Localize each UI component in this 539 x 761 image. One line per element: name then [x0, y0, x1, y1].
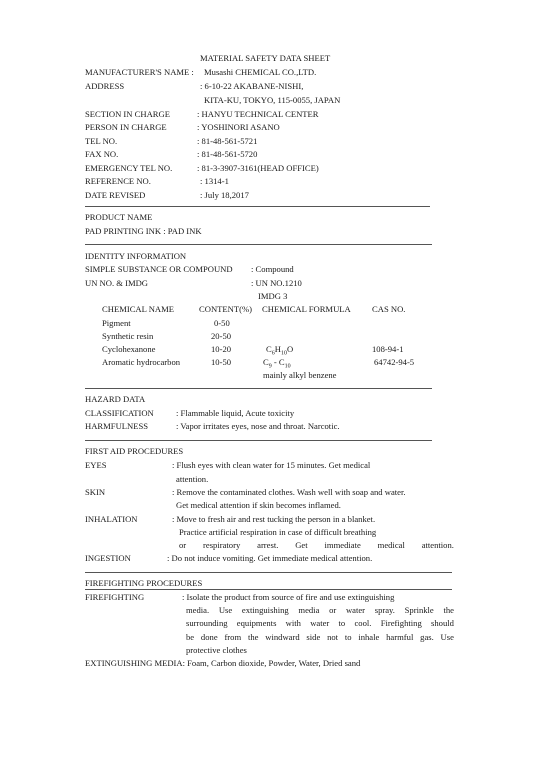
emergency-label: EMERGENCY TEL NO.: [85, 163, 173, 173]
heading-underline: [85, 589, 452, 590]
eyes-label: EYES: [85, 460, 107, 470]
inhalation-line-3: or respiratory arrest. Get immediate medical attention.: [179, 540, 454, 550]
first-aid-heading: FIRST AID PROCEDURES: [85, 446, 184, 456]
reference-value: : 1314-1: [200, 176, 229, 186]
manufacturer-label: MANUFACTURER'S NAME :: [85, 67, 194, 77]
date-value: : July 18,2017: [200, 190, 249, 200]
chemical-name: Synthetic resin: [102, 331, 154, 341]
firefighting-line-4: be done from the windward side not to inhale harmful gas. Use: [186, 632, 454, 642]
person-label: PERSON IN CHARGE: [85, 122, 167, 132]
firefighting-line-5: protective clothes: [186, 645, 247, 655]
ingestion-value: : Do not induce vomiting. Get immediate medical attention.: [167, 553, 373, 563]
section-value: : HANYU TECHNICAL CENTER: [197, 109, 319, 119]
chemical-content: 10-50: [211, 357, 232, 367]
firefighting-label: FIREFIGHTING: [85, 592, 145, 602]
inhalation-line-2: Practice artificial respiration in case of difficult breathing: [179, 527, 377, 537]
inhalation-line-1: : Move to fresh air and rest tucking the person in a blanket.: [172, 514, 376, 524]
reference-label: REFERENCE NO.: [85, 176, 151, 186]
person-value: : YOSHINORI ASANO: [197, 122, 280, 132]
address-line-1: : 6-10-22 AKABANE-NISHI,: [200, 81, 304, 91]
column-header-formula: CHEMICAL FORMULA: [262, 304, 351, 314]
harmfulness-value: : Vapor irritates eyes, nose and throat. Narcotic.: [176, 421, 340, 431]
identity-heading: IDENTITY INFORMATION: [85, 251, 187, 261]
address-label: ADDRESS: [85, 81, 125, 91]
inhalation-label: INHALATION: [85, 514, 138, 524]
date-label: DATE REVISED: [85, 190, 146, 200]
tel-label: TEL NO.: [85, 136, 118, 146]
cas-number: 108-94-1: [372, 344, 404, 354]
firefighting-heading: FIREFIGHTING PROCEDURES: [85, 578, 203, 588]
column-header-cas: CAS NO.: [372, 304, 406, 314]
cas-number: 64742-94-5: [374, 357, 415, 367]
simple-value: : Compound: [251, 264, 294, 274]
product-heading: PRODUCT NAME: [85, 212, 153, 222]
chemical-formula: $C_6H_{10}O$: [266, 344, 294, 357]
skin-label: SKIN: [85, 487, 106, 497]
classification-value: : Flammable liquid, Acute toxicity: [176, 408, 295, 418]
document-title: MATERIAL SAFETY DATA SHEET: [200, 53, 331, 63]
chemical-name: Cyclohexanone: [102, 344, 156, 354]
skin-line-2: Get medical attention if skin becomes inflamed.: [176, 500, 341, 510]
firefighting-line-2: media. Use extinguishing media or water spray. Sprinkle the: [186, 605, 454, 615]
eyes-line-2: attention.: [176, 474, 209, 484]
chemical-content: 20-50: [211, 331, 232, 341]
column-header-content: CONTENT(%): [199, 304, 252, 314]
un-label: UN NO. & IMDG: [85, 278, 149, 288]
chemical-content: 10-20: [211, 344, 232, 354]
ingestion-label: INGESTION: [85, 553, 131, 563]
un-value: : UN NO.1210: [251, 278, 302, 288]
chemical-formula: $C_9 - C_{10}$: [263, 357, 291, 370]
chemical-name: Aromatic hydrocarbon: [102, 357, 181, 367]
firefighting-line-3: surrounding equipments with water to cool. Firefighting should: [186, 618, 454, 628]
manufacturer-value: Musashi CHEMICAL CO.,LTD.: [204, 67, 317, 77]
fax-label: FAX NO.: [85, 149, 119, 159]
hazard-heading: HAZARD DATA: [85, 394, 146, 404]
divider: [85, 388, 432, 389]
product-line: PAD PRINTING INK : PAD INK: [85, 226, 202, 236]
column-header-chemical-name: CHEMICAL NAME: [102, 304, 175, 314]
classification-label: CLASSIFICATION: [85, 408, 154, 418]
divider: [85, 244, 432, 245]
simple-label: SIMPLE SUBSTANCE OR COMPOUND: [85, 264, 233, 274]
divider: [85, 572, 452, 573]
imdg-value: IMDG 3: [258, 291, 288, 301]
eyes-line-1: : Flush eyes with clean water for 15 minutes. Get medical: [172, 460, 371, 470]
extinguishing-media: EXTINGUISHING MEDIA: Foam, Carbon dioxide, Powder, Water, Dried sand: [85, 658, 361, 668]
harmfulness-label: HARMFULNESS: [85, 421, 149, 431]
section-label: SECTION IN CHARGE: [85, 109, 170, 119]
formula-note: mainly alkyl benzene: [263, 370, 337, 380]
chemical-name: Pigment: [102, 318, 131, 328]
tel-value: : 81-48-561-5721: [197, 136, 258, 146]
firefighting-line-1: : Isolate the product from source of fire and use extinguishing: [182, 592, 395, 602]
fax-value: : 81-48-561-5720: [197, 149, 258, 159]
chemical-content: 0-50: [214, 318, 230, 328]
emergency-value: : 81-3-3907-3161(HEAD OFFICE): [197, 163, 319, 173]
skin-line-1: : Remove the contaminated clothes. Wash well with soap and water.: [172, 487, 406, 497]
divider: [85, 206, 430, 207]
divider: [85, 440, 432, 441]
address-line-2: KITA-KU, TOKYO, 115-0055, JAPAN: [204, 95, 341, 105]
